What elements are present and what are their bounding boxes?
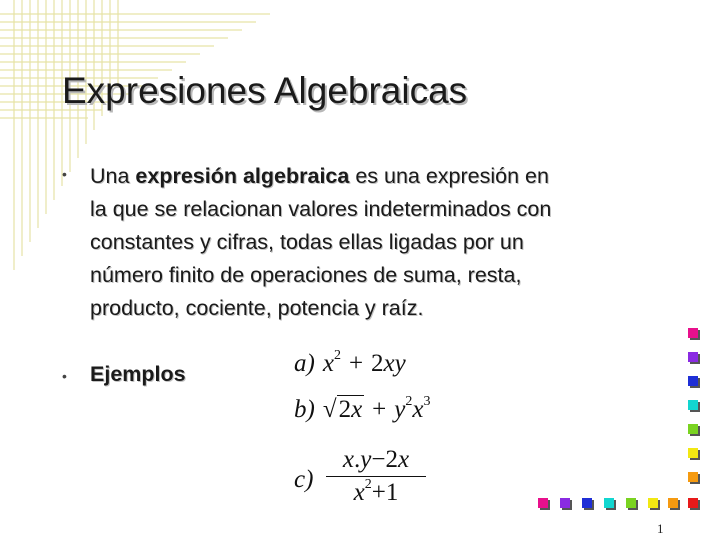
example-b: b) $√2x + y^2x^3$	[294, 394, 431, 423]
page-number: 1	[657, 521, 664, 536]
bullet-icon: •	[62, 166, 67, 182]
decor-square-icon	[688, 472, 698, 482]
fraction-numerator: x.y−2x	[342, 446, 410, 473]
decor-square-icon	[688, 498, 698, 508]
radical-sign-icon: √	[322, 396, 337, 423]
decor-square-icon	[560, 498, 570, 508]
decor-square-icon	[688, 328, 698, 338]
definition-line-3: constantes y cifras, todas ellas ligadas por un	[90, 230, 524, 254]
definition-line-4: número finito de operaciones de suma, resta,	[90, 263, 522, 287]
decor-square-icon	[688, 424, 698, 434]
decor-square-icon	[538, 498, 548, 508]
decor-square-icon	[688, 352, 698, 362]
decor-square-icon	[688, 448, 698, 458]
decor-square-icon	[668, 498, 678, 508]
fraction-bar	[326, 476, 426, 477]
decor-square-icon	[648, 498, 658, 508]
decor-square-icon	[688, 376, 698, 386]
decor-square-icon	[626, 498, 636, 508]
definition-paragraph	[90, 160, 690, 325]
radical: √2x	[322, 396, 363, 423]
slide-title: Expresiones Algebraicas	[62, 70, 468, 111]
example-c-fraction	[326, 446, 426, 507]
definition-line-5: producto, cociente, potencia y raíz.	[90, 296, 424, 320]
definition-line-1: Una expresión algebraica es una expresión en	[90, 164, 549, 188]
examples-label: Ejemplos	[90, 362, 186, 386]
fraction-denominator: $x^2+1$	[353, 477, 399, 506]
definition-line-2: la que se relacionan valores indeterminados con	[90, 197, 552, 221]
example-a: a) $x^2 + 2xy$	[294, 348, 406, 377]
decor-square-icon	[582, 498, 592, 508]
example-c-label: c)	[294, 466, 314, 493]
bullet-icon: •	[62, 368, 67, 384]
decor-square-icon	[688, 400, 698, 410]
decor-square-icon	[604, 498, 614, 508]
definition-term: expresión algebraica	[135, 164, 350, 188]
